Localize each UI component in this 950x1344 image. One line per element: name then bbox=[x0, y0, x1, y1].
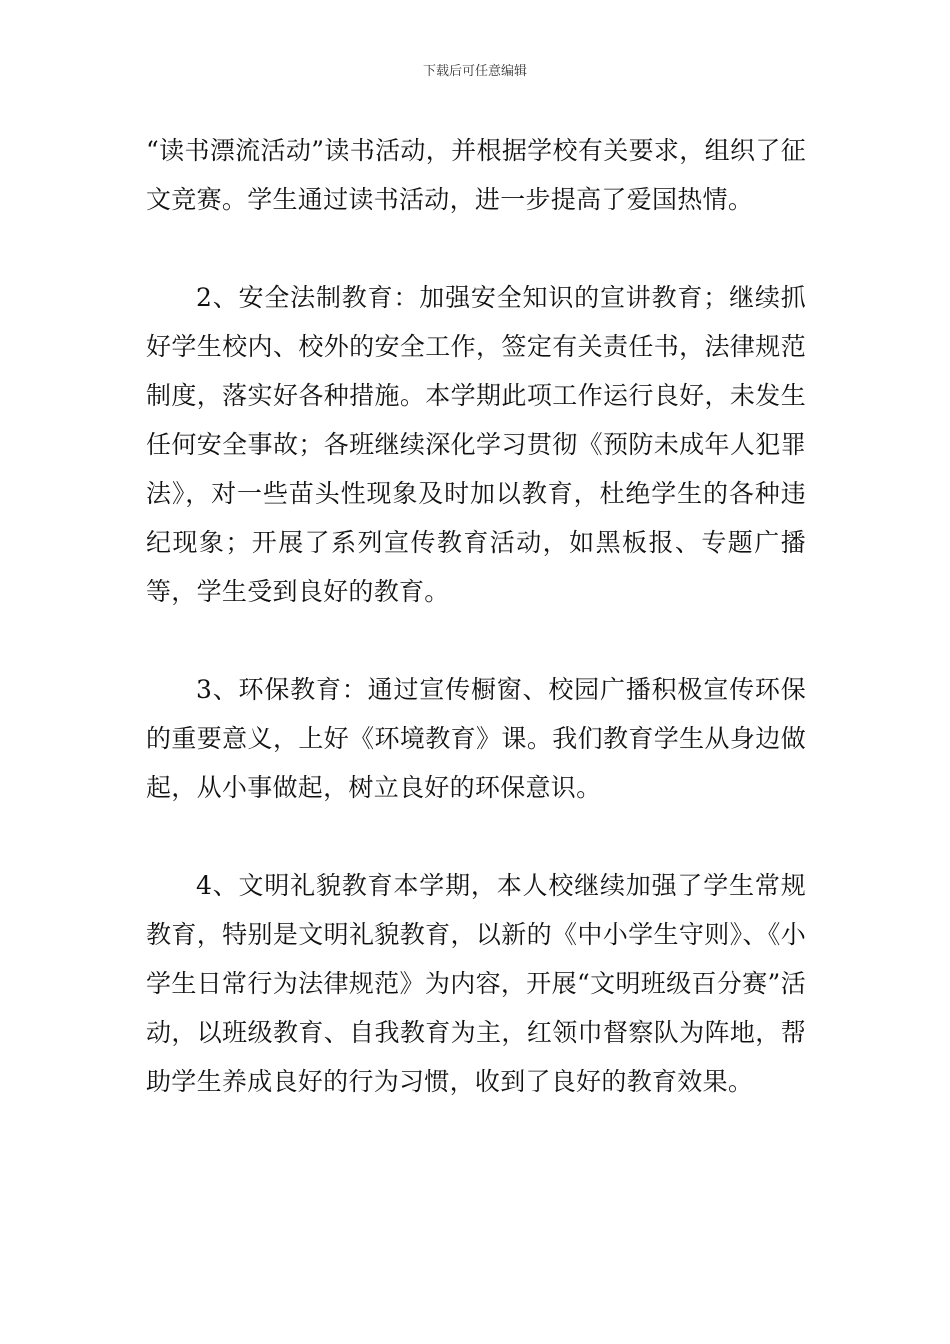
document-body bbox=[146, 126, 806, 1106]
paragraph-environment-education: 3、环保教育：通过宣传橱窗、校园广播积极宣传环保的重要意义，上好《环境教育》课。我们教育学生从身边做起，从小事做起，树立良好的环保意识。 bbox=[146, 675, 806, 802]
page-header: 下载后可任意编辑 bbox=[422, 64, 527, 79]
paragraph-reading-activity: “读书漂流活动”读书活动，并根据学校有关要求，组织了征文竞赛。学生通过读书活动，进一步提高了爱国热情。 bbox=[146, 136, 806, 214]
paragraph-spacer bbox=[146, 616, 806, 665]
paragraph-etiquette-education: 4、文明礼貌教育本学期，本人校继续加强了学生常规教育，特别是文明礼貌教育，以新的《中小学生守则》、《小学生日常行为法律规范》为内容，开展“文明班级百分赛”活动，以班级教育、自我教育为主，红领巾督察队为阵地，帮助学生养成良好的行为习惯，收到了良好的教育效果。 bbox=[146, 871, 806, 1096]
paragraph-spacer bbox=[146, 224, 806, 273]
paragraph-safety-education: 2、安全法制教育：加强安全知识的宣讲教育；继续抓好学生校内、校外的安全工作，签定有关责任书，法律规范制度，落实好各种措施。本学期此项工作运行良好，未发生任何安全事故；各班继续深化学习贯彻《预防未成年人犯罪法》，对一些苗头性现象及时加以教育，杜绝学生的各种违纪现象；开展了系列宣传教育活动，如黑板报、专题广播等，学生受到良好的教育。 bbox=[146, 283, 806, 606]
paragraph-spacer bbox=[146, 812, 806, 861]
